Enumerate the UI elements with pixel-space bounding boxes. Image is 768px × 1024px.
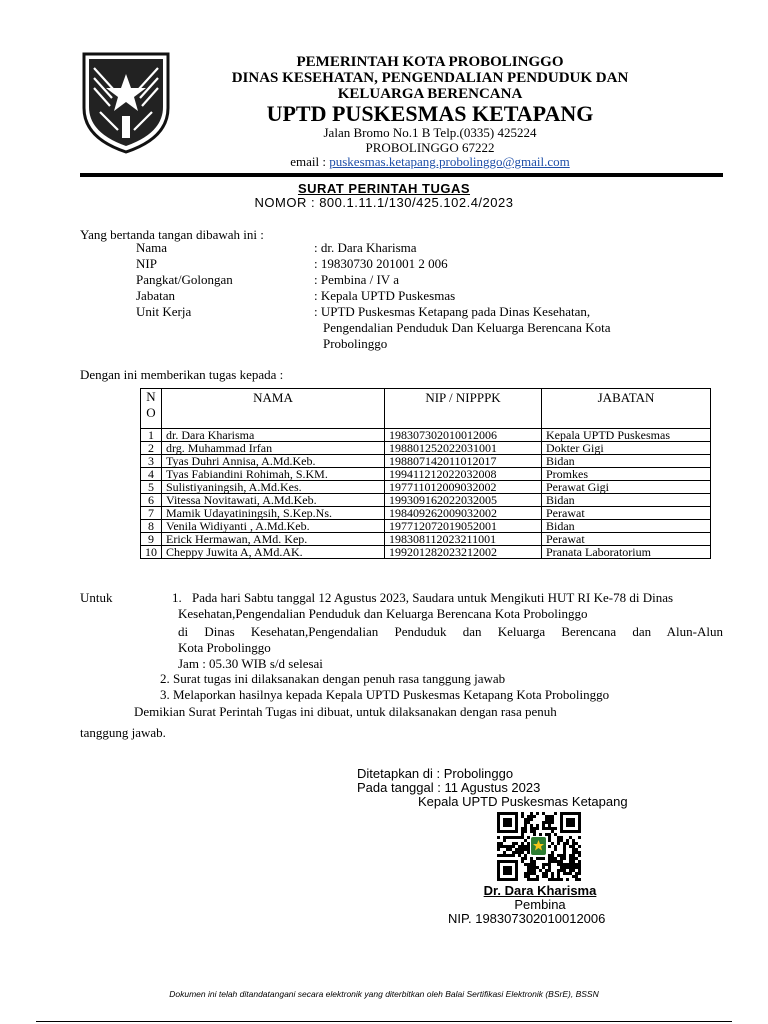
item-2: 2. Surat tugas ini dilaksanakan dengan penuh rasa tanggung jawab (160, 671, 506, 686)
item-3: 3. Melaporkan hasilnya kepada Kepala UPTD Puskesmas Ketapang Kota Probolinggo (160, 687, 610, 702)
table-row: 6 Vitessa Novitawati, A.Md.Keb. 199309162022032005 Bidan (141, 494, 711, 507)
header-unit: UPTD PUSKESMAS KETAPANG (266, 101, 594, 126)
signer-nip: NIP. 198307302010012006 (448, 911, 606, 926)
item-1-line-3: di Dinas Kesehatan,Pengendalian Penduduk dan Keluarga Berencana dan Alun-Alun (178, 624, 723, 639)
item-1-time: Jam : 05.30 WIB s/d selesai (178, 656, 323, 671)
signing-date: Pada tanggal : 11 Agustus 2023 (357, 780, 541, 795)
col-header-name: NAMA (162, 389, 385, 429)
footer-divider (36, 1021, 732, 1022)
header-email-line (180, 154, 680, 169)
document-title: SURAT PERINTAH TUGAS (297, 181, 471, 196)
closing-line-2: tanggung jawab. (80, 725, 166, 740)
assignment-intro: Dengan ini memberikan tugas kepada : (80, 367, 284, 382)
signer-name: Dr. Dara Kharisma (483, 883, 597, 898)
header-department: DINAS KESEHATAN, PENGENDALIAN PENDUDUK DAN (231, 70, 629, 86)
header-government: PEMERINTAH KOTA PROBOLINGGO (296, 54, 564, 70)
table-row: 2 drg. Muhammad Irfan 198801252022031001 Dokter Gigi (141, 442, 711, 455)
col-header-nip: NIP / NIPPPK (385, 389, 542, 429)
item-1-number: 1. (172, 590, 182, 605)
staff-table (140, 388, 711, 559)
signer-unit-cont-1: Pengendalian Penduduk Dan Keluarga Berencana Kota (323, 320, 611, 335)
header-city: PROBOLINGGO 67222 (365, 140, 495, 155)
signer-row-position: Jabatan : Kepala UPTD Puskesmas (136, 288, 456, 303)
col-header-no: N O (141, 389, 162, 429)
table-row: 7 Mamik Udayatiningsih, S.Kep.Ns. 198409262009032002 Perawat (141, 507, 711, 520)
table-row: 1 dr. Dara Kharisma 198307302010012006 Kepala UPTD Puskesmas (141, 429, 711, 442)
signer-unit-cont-2: Probolinggo (323, 336, 388, 351)
signer-row-nip: NIP : 19830730 201001 2 006 (136, 256, 448, 271)
esignature-note: Dokumen ini telah ditandatangani secara elektronik yang diterbitkan oleh Balai Sertifikasi Elektronik (BSrE), BSSN (169, 989, 599, 999)
signer-row-rank: Pangkat/Golongan : Pembina / IV a (136, 272, 399, 287)
item-1-line-4: Kota Probolinggo (178, 640, 271, 655)
signing-place: Ditetapkan di : Probolinggo (357, 766, 514, 781)
table-row: 9 Erick Hermawan, AMd. Kep. 198308112023211001 Perawat (141, 533, 711, 546)
header-divider (80, 173, 723, 177)
header-address: Jalan Bromo No.1 B Telp.(0335) 425224 (323, 125, 537, 140)
qr-code-icon (497, 812, 581, 882)
signer-rank: Pembina (514, 897, 566, 912)
signer-row-unit: Unit Kerja : UPTD Puskesmas Ketapang pada Dinas Kesehatan, (136, 304, 591, 319)
email-label: email : (290, 154, 330, 169)
untuk-label: Untuk (80, 590, 113, 605)
document-number: NOMOR : 800.1.11.1/130/425.102.4/2023 (254, 195, 514, 210)
email-link[interactable]: puskesmas.ketapang.probolinggo@gmail.com (329, 154, 570, 169)
table-row: 4 Tyas Fabiandini Rohimah, S.KM. 199411212022032008 Promkes (141, 468, 711, 481)
signer-position: Kepala UPTD Puskesmas Ketapang (418, 794, 628, 809)
item-1-line-2: Kesehatan,Pengendalian Penduduk dan Keluarga Berencana Kota Probolinggo (178, 606, 588, 621)
table-header-row (141, 389, 711, 429)
signer-row-name: Nama : dr. Dara Kharisma (136, 240, 417, 255)
intro-text: Yang bertanda tangan dibawah ini : (80, 227, 264, 242)
table-row: 8 Venila Widiyanti , A.Md.Keb. 197712072019052001 Bidan (141, 520, 711, 533)
closing-line-1: Demikian Surat Perintah Tugas ini dibuat, untuk dilaksanakan dengan rasa penuh (134, 704, 557, 719)
header-department-cont: KELUARGA BERENCANA (337, 86, 523, 102)
table-row: 3 Tyas Duhri Annisa, A.Md.Keb. 198807142011012017 Bidan (141, 455, 711, 468)
table-row: 10 Cheppy Juwita A, AMd.AK. 199201282023212002 Pranata Laboratorium (141, 546, 711, 559)
col-header-jabatan: JABATAN (542, 389, 711, 429)
table-row: 5 Sulistiyaningsih, A.Md.Kes. 197711012009032002 Perawat Gigi (141, 481, 711, 494)
city-emblem-icon (80, 50, 172, 154)
item-1-line-1: Pada hari Sabtu tanggal 12 Agustus 2023, Saudara untuk Mengikuti HUT RI Ke-78 di Dinas (192, 590, 674, 605)
